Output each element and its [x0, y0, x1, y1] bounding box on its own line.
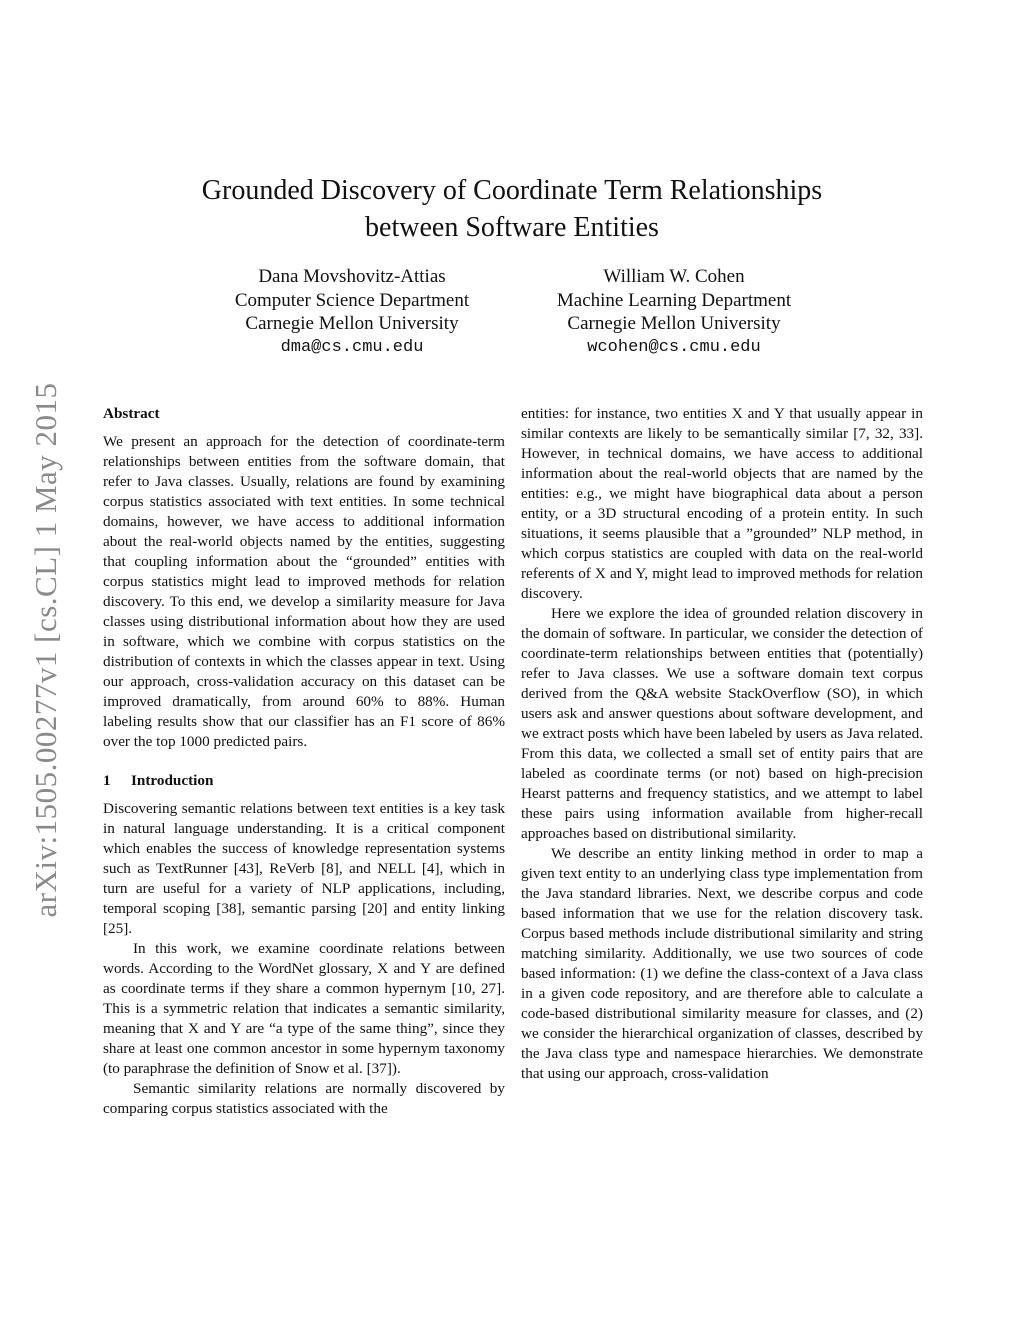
paper-title-line-2: between Software Entities [365, 212, 659, 243]
arxiv-identifier-text: arXiv:1505.00277v1 [cs.CL] 1 May 2015 [28, 382, 63, 918]
section-number: 1 [103, 772, 111, 789]
author-name: William W. Cohen [603, 266, 745, 287]
abstract-heading: Abstract [103, 405, 160, 422]
paper-title [120, 172, 904, 246]
right-paragraph-2: Here we explore the idea of grounded relation discovery in the domain of software. In particular, we consider the detection of coordinate-term relationships between entities that (potentially) refer to Java classes. We use a software domain text corpus derived from the Q&A website StackOverflow (SO), in which users ask and answer questions about software development, and we extract posts which have been labeled by users as Java related. From this data, we collected a small set of entity pairs that are labeled as coordinate terms (or not) based on high-precision Hearst patterns and frequency statistics, and we attempt to label these pairs using information available from higher-recall approaches based on distributional similarity. [521, 605, 923, 842]
section-title: Introduction [131, 772, 214, 789]
author-email: dma@cs.cmu.edu [280, 337, 424, 357]
author-email: wcohen@cs.cmu.edu [587, 337, 761, 357]
intro-paragraph-1: Discovering semantic relations between text entities is a key task in natural language understanding. It is a critical component which enables the success of knowledge representation systems such as TextRunner [43], ReVerb [8], and NELL [4], which in turn are useful for a variety of NLP applications, including, temporal scoping [38], semantic parsing [20] and entity linking [25]. [103, 800, 505, 937]
author-university: Carnegie Mellon University [245, 313, 459, 334]
author-block-2 [504, 265, 844, 359]
author-department: Machine Learning Department [556, 289, 792, 311]
left-column [103, 404, 505, 1119]
paper-title-line-1: Grounded Discovery of Coordinate Term Relationships [201, 175, 823, 206]
author-department: Computer Science Department [234, 289, 470, 311]
author-university: Carnegie Mellon University [567, 313, 781, 334]
right-paragraph-1: entities: for instance, two entities X and Y that usually appear in similar contexts are likely to be semantically similar [7, 32, 33]. However, in technical domains, we have access to additional information about the real-world objects that are named by the entities: e.g., we might have biographical data about a person entity, or a 3D structural encoding of a protein entity. In such situations, it seems plausible that a ”grounded” NLP method, in which corpus statistics are coupled with data on the real-world referents of X and Y, might lead to improved methods for relation discovery. [521, 405, 923, 602]
intro-paragraph-2: In this work, we examine coordinate relations between words. According to the WordNet glossary, X and Y are defined as coordinate terms if they share a common hypernym [10, 27]. This is a symmetric relation that indicates a semantic similarity, meaning that X and Y are “a type of the same thing”, since they share at least one common ancestor in some hypernym taxonomy (to paraphrase the definition of Snow et al. [37]). [103, 940, 505, 1077]
author-name: Dana Movshovitz-Attias [258, 266, 446, 287]
introduction-heading [103, 771, 505, 791]
intro-paragraph-3: Semantic similarity relations are normally discovered by comparing corpus statistics associated with the [103, 1080, 505, 1117]
author-block-1 [182, 265, 522, 359]
arxiv-identifier-stamp [24, 350, 68, 950]
abstract-text: We present an approach for the detection of coordinate-term relationships between entities from the software domain, that refer to Java classes. Usually, relations are found by examining corpus statistics associated with text entities. In some technical domains, however, we have access to additional information about the real-world objects named by the entities, suggesting that coupling information about the “grounded” entities with corpus statistics might lead to improved methods for relation discovery. To this end, we develop a similarity measure for Java classes using distributional information about how they are used in software, which we combine with corpus statistics on the distribution of contexts in which the classes appear in text. Using our approach, cross-validation accuracy on this dataset can be improved dramatically, from around 60% to 88%. Human labeling results show that our classifier has an F1 score of 86% over the top 1000 predicted pairs. [103, 433, 505, 750]
right-paragraph-3: We describe an entity linking method in order to map a given text entity to an underlying class type implementation from the Java standard libraries. Next, we describe corpus and code based information that we use for the relation discovery task. Corpus based methods include distributional similarity and string matching similarity. Additionally, we use two sources of code based information: (1) we define the class-context of a Java class in a given code repository, and are therefore able to calculate a code-based distributional similarity measure for classes, and (2) we consider the hierarchical organization of classes, described by the Java class type and namespace hierarchies. We demonstrate that using our approach, cross-validation [521, 845, 923, 1082]
right-column [521, 404, 923, 1084]
